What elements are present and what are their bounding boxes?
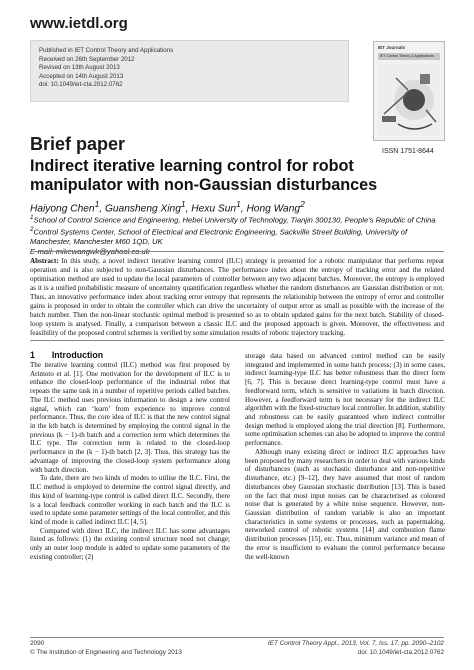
section-number: 1 — [30, 350, 35, 360]
cover-artwork — [378, 64, 440, 136]
affiliation-item: $^2$Control Systems Center, School of Electrical and Electronic Engineering, Sackville Street Building, University of Manchester, Manchester M60 1QD, UK — [30, 226, 408, 247]
author-name: Hong Wang — [246, 203, 301, 215]
abstract-top-rule — [30, 251, 444, 252]
pub-revised-line: Revised on 13th August 2013 — [39, 64, 120, 71]
author-name: Guansheng Xing — [104, 203, 181, 215]
publication-info-box — [30, 40, 349, 102]
body-column-left — [30, 361, 230, 562]
abstract-text: In this study, a novel indirect iterative learning control (ILC) strategy is presented for a robotic manipulator that performs repeat operation and is also subjected to non-Gaussian disturbances. The performance index about the entropy of tracking error and the related optimisation method are used to update the local parameters of controller between any two adjacent batches. Moreover, the entropy is employed as it is a unified probabilistic measure of uncertainty quantification regardless whether the random disturbances are Gaussian distribution or not. Thus, an innovative performance index about tracking error entropy that represents the relationship between the entropy of error and controller gains is proposed in order to obtain the controller which can drive the uncertainty of output error as small as possible with the increase of the batch number. Then the non-linear stochastic optimal method is presented so as to obtain updated gains for the next batch. Stability of closed-loop system is analysed. Finally, a comparison between a classic ILC and the proposed approach is given. Moreover, the effectiveness and feasibility of the proposed control schemes is verified by some simulation results of robotic trajectory tracking. — [30, 257, 444, 338]
footer-doi[interactable]: doi: 10.1049/iet-cta.2012.0762 — [357, 649, 444, 656]
abstract — [30, 257, 444, 338]
author-name: Haiyong Chen — [30, 203, 95, 215]
author-affil-marker: 1 — [236, 199, 241, 209]
author-affil-marker: 1 — [94, 199, 100, 209]
pub-accepted-line: Accepted on 14th August 2013 — [39, 72, 124, 80]
footer-rule — [30, 637, 444, 638]
author-affil-marker: 1 — [180, 199, 186, 209]
body-column-right — [245, 352, 445, 561]
abstract-label: Abstract: — [30, 257, 59, 265]
pub-doi-line[interactable]: doi: 10.1049/iet-cta.2012.0762 — [39, 81, 123, 88]
site-url[interactable]: www.ietdl.org — [30, 15, 128, 32]
paragraph: To date, there are two kinds of modes to utilise the ILC. First, the ILC method is employed to determine the control signal directly, and this kind of learning-type control is called direct ILC. Secondly, there is a local feedback controller working in each batch and the ILC is used to update some parameter settings of the local controller, and this kind of mode is called indirect ILC [4, 5]. — [30, 474, 230, 526]
paragraph: Compared with direct ILC, the indirect ILC has some advantages listed as follows: (1) the existing control structure need not change; only an outer loop module is added to update some parameters of the existing controller; (2) — [30, 526, 230, 561]
affiliation-item: $^1$School of Control Science and Engineering, Hebei University of Technology, Tianjin 300130, People’s Republic of China — [30, 214, 436, 225]
paragraph: storage data based on advanced control method can be easily integrated and implemented in some batch process; (3) in some cases, indirect learning-type ILC has better robustness than the direct form [6, 7]. This is because direct learning-type control must have a feedforward term, which is sensitive to variations in batch direction. However, a feedforward term is not necessary for the indirect ILC algorithm with the fixed-structure local controller. In addition, stability and robustness can be easily guaranteed when indirect controller design method is employed along the trial direction [8]. Furthermore, some optimisation schemes can also be adopted to improve the control performance. — [245, 352, 446, 448]
author-name: Hexu Sun — [191, 203, 237, 215]
copyright: © The Institution of Engineering and Technology 2013 — [30, 649, 182, 656]
affiliations — [30, 213, 450, 256]
cover-journal-title: IET Control Theory & Applications — [380, 54, 434, 58]
abstract-bottom-rule — [30, 340, 444, 341]
author-list: Haiyong Chen$^1$, Guansheng Xing$^1$, Hexu Sun$^1$, Hong Wang$^2$ — [30, 199, 305, 215]
cover-brand: IET Journals — [378, 45, 406, 50]
author-affil-marker: 2 — [300, 199, 305, 209]
paragraph: The iterative learning control (ILC) method was first proposed by Arimoto et al. [1]. One motivation for the development of ILC is to enhance the closed-loop performance of the industrial robot that repeats the same task in a number of repetitive periods called batches. The ILC method uses previous information to design a new control signal, which can ‘learn’ from experience to improve control performance. Thus, the core idea of ILC is that the new control signal in the kth batch is determined by employing the control signal in the previous (k − 1)-th batch and a correction term which determines the ILC type. The correction term is related to the closed-loop performance in the (k − 1)-th batch [2, 3]. Thus, this strategy has the advantage of improving the closed-loop system performance along with batch direction. — [30, 361, 230, 474]
paragraph: Although many existing direct or indirect ILC approaches have been proposed by many researchers in order to deal with various kinds of disturbances (such as stochastic disturbance and non-repetitive disturbance, etc.) [9–12], they have assumed that most of random disturbances obey Gaussian stochastic distribution [13]. This is based on the fact that most input noises can be characterised as coloured noise that is generated by a white noise sequence. However, non-Gaussian distribution of random variable is also an important characteristics in some systems or processes, such as papermaking, networked control of robotic systems [14] and combustion flame distribution processes [15], etc. Thus, minimum variance and mean of the error is insufficient to evaluate the control performance because the well-known — [245, 447, 445, 561]
journal-cover-image — [373, 41, 445, 141]
issn-label: ISSN 1751-8644 — [382, 148, 434, 155]
journal-reference: IET Control Theory Appl., 2013, Vol. 7, Iss. 17, pp. 2090–2102 — [267, 640, 444, 647]
section-title: Introduction — [51, 350, 104, 360]
page-number: 2090 — [30, 640, 45, 647]
pub-received-line: Received on 26th September 2012 — [39, 55, 135, 63]
contact-email[interactable]: E-mail: mikewangwk@yahool.co.uk — [30, 246, 150, 256]
pub-journal-line: Published in IET Control Theory and Applications — [39, 47, 174, 54]
cover-title-band — [378, 53, 440, 60]
paper-title: Indirect iterative learning control for robot manipulator with non-Gaussian disturbances — [30, 157, 378, 194]
section-heading — [30, 350, 103, 360]
paper-type-heading: Brief paper — [30, 134, 126, 154]
